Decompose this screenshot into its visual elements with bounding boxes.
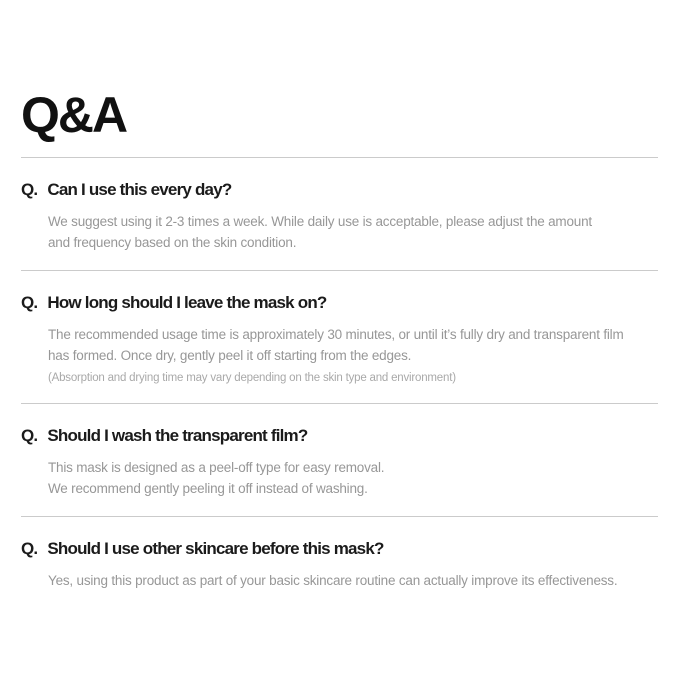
question-row (21, 425, 658, 447)
question-marker: Q. (21, 180, 38, 199)
question-text: How long should I leave the mask on? (47, 293, 327, 312)
answer-line: Yes, using this product as part of your basic skincare routine can actually improve its effectiveness. (48, 573, 618, 588)
answer-line: has formed. Once dry, gently peel it off starting from the edges. (48, 348, 412, 363)
answer-block (48, 457, 658, 499)
answer-block (48, 570, 658, 591)
question-text: Can I use this every day? (47, 180, 232, 199)
question-row (21, 292, 658, 314)
answer-block (48, 211, 658, 253)
page-title: Q&A (21, 87, 127, 143)
question-marker: Q. (21, 293, 38, 312)
answer-line: This mask is designed as a peel-off type for easy removal. (48, 460, 385, 475)
answer-line: We suggest using it 2-3 times a week. While daily use is acceptable, please adjust the amount (48, 214, 592, 229)
answer-block (48, 324, 658, 386)
qa-item (21, 516, 658, 608)
answer-note: (Absorption and drying time may vary depending on the skin type and environment) (48, 372, 456, 384)
question-row (21, 179, 658, 201)
answer-line: We recommend gently peeling it off instead of washing. (48, 481, 368, 496)
qa-item (21, 157, 658, 270)
question-row (21, 538, 658, 560)
question-marker: Q. (21, 539, 38, 558)
question-marker: Q. (21, 426, 38, 445)
question-text: Should I wash the transparent film? (47, 426, 308, 445)
qa-item (21, 403, 658, 516)
qa-item (21, 270, 658, 403)
answer-line: and frequency based on the skin condition. (48, 235, 297, 250)
answer-line: The recommended usage time is approximately 30 minutes, or until it’s fully dry and transparent film (48, 327, 624, 342)
question-text: Should I use other skincare before this mask? (47, 539, 384, 558)
